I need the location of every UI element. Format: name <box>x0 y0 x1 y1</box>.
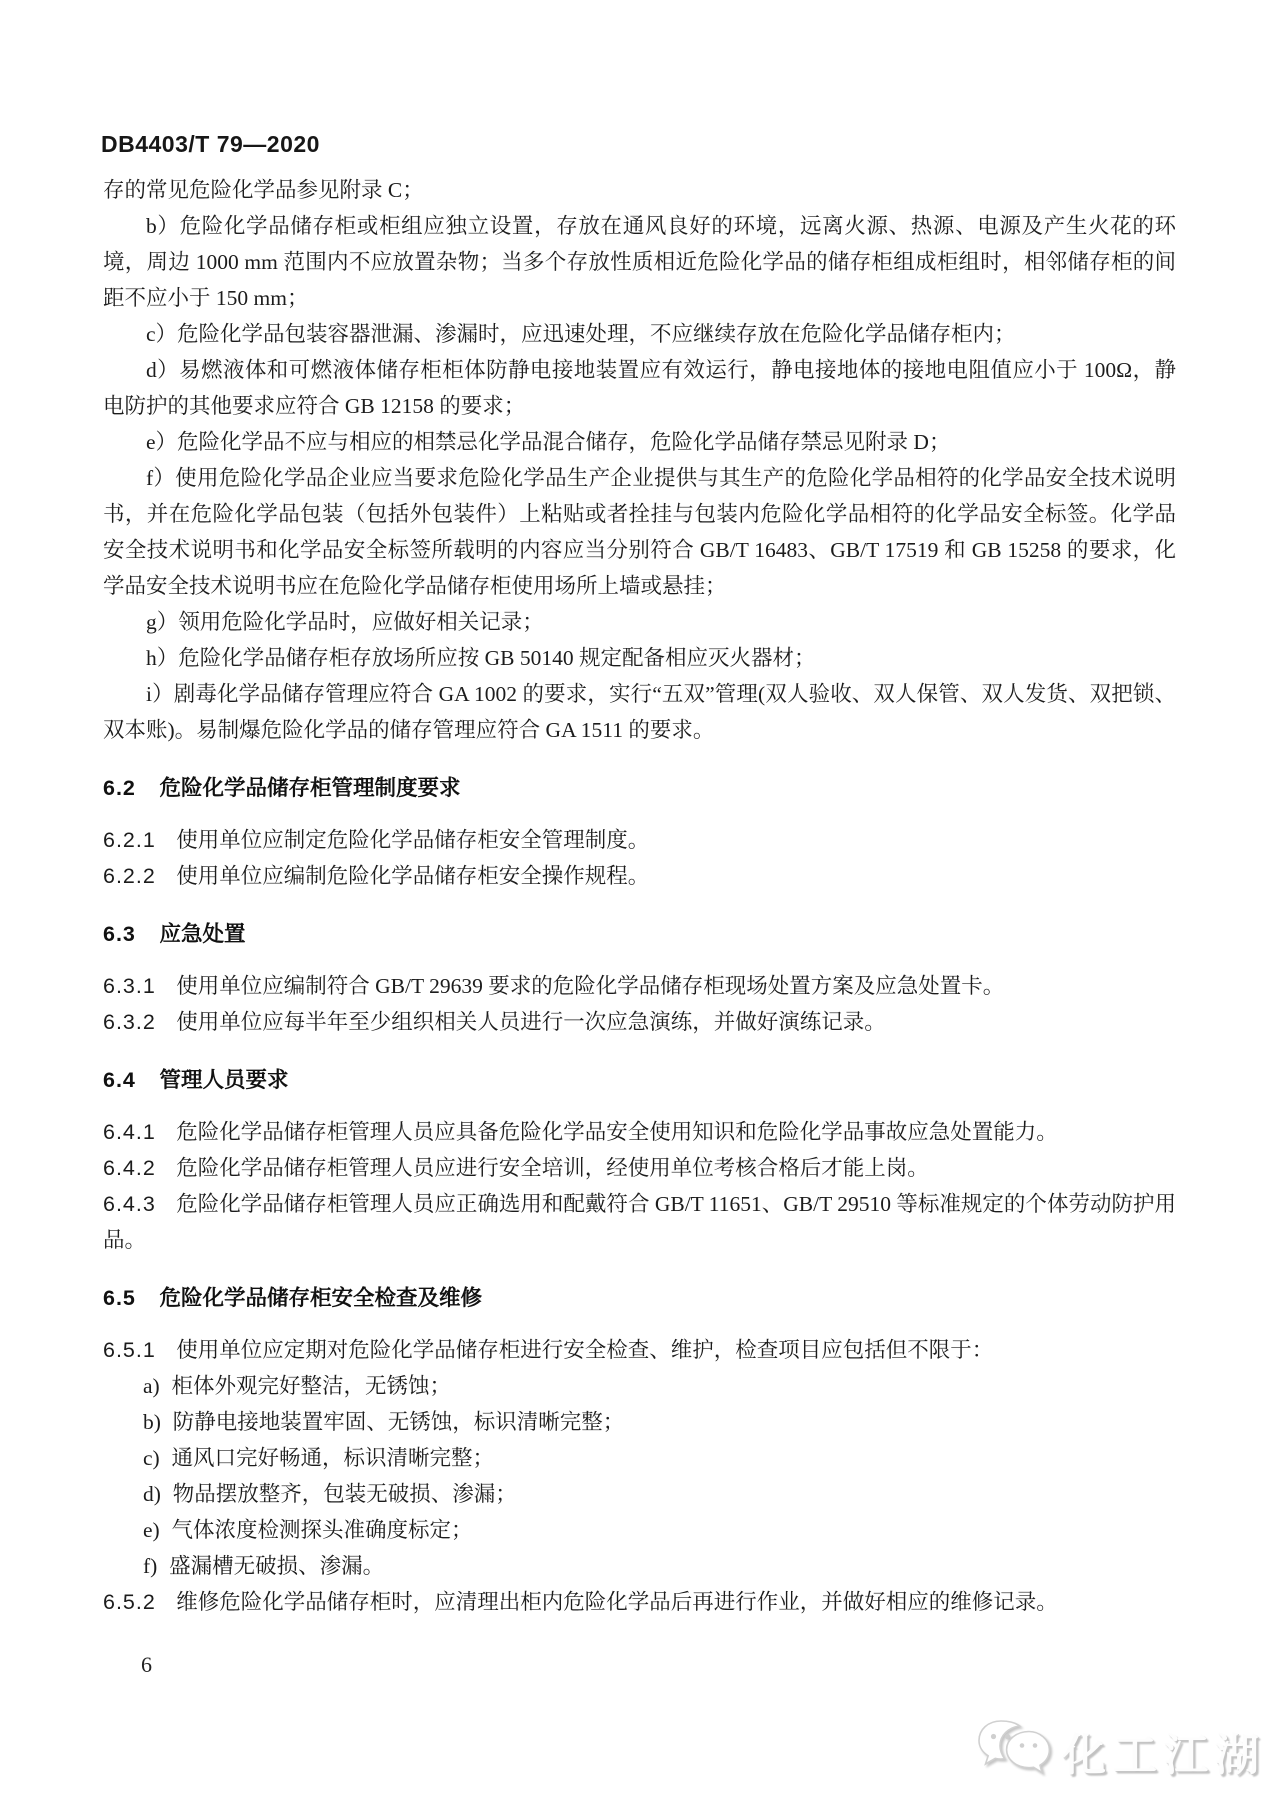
paragraph-text: e）危险化学品不应与相应的相禁忌化学品混合储存，危险化学品储存禁忌见附录 D； <box>146 430 951 454</box>
list-item <box>103 1368 1176 1404</box>
list-item <box>103 1548 1176 1584</box>
clause-text: 使用单位应编制危险化学品储存柜安全操作规程。 <box>176 864 650 888</box>
clause <box>103 822 1176 858</box>
section-number: 6.5 <box>103 1286 136 1310</box>
list-item-text: 柜体外观完好整洁，无锈蚀； <box>171 1374 452 1398</box>
list-item-letter: d) <box>143 1482 161 1506</box>
list-item-text: 物品摆放整齐，包装无破损、渗漏； <box>172 1482 517 1506</box>
paragraph <box>103 316 1176 352</box>
clause-number: 6.5.2 <box>103 1590 156 1614</box>
clause-text: 使用单位应定期对危险化学品储存柜进行安全检查、维护，检查项目应包括但不限于： <box>176 1338 994 1362</box>
list-item-text: 盛漏槽无破损、渗漏。 <box>169 1554 385 1578</box>
paragraph-text: h）危险化学品储存柜存放场所应按 GB 50140 规定配备相应灭火器材； <box>146 646 816 670</box>
list-item-text: 气体浓度检测探头准确度标定； <box>171 1518 473 1542</box>
paragraph-text: g）领用危险化学品时，应做好相关记录； <box>146 610 544 634</box>
clause-number: 6.5.1 <box>103 1338 156 1362</box>
clause-number: 6.3.1 <box>103 974 156 998</box>
clause-text: 使用单位应每半年至少组织相关人员进行一次应急演练，并做好演练记录。 <box>176 1010 886 1034</box>
list-item-text: 防静电接地装置牢固、无锈蚀，标识清晰完整； <box>172 1410 625 1434</box>
clause <box>103 1584 1176 1620</box>
clause <box>103 1150 1176 1186</box>
clause-number: 6.4.2 <box>103 1156 156 1180</box>
paragraph-text: i）剧毒化学品储存管理应符合 GA 1002 的要求，实行“五双”管理(双人验收、双人保管、双人发货、双把锁、双本账)。易制爆危险化学品的储存管理应符合 GA 1511 的要求。 <box>103 682 1176 742</box>
section-heading <box>103 916 1176 952</box>
clause <box>103 1332 1176 1368</box>
list-item-letter: a) <box>143 1374 160 1398</box>
section-heading <box>103 770 1176 806</box>
clause-text: 危险化学品储存柜管理人员应具备危险化学品安全使用知识和危险化学品事故应急处置能力。 <box>176 1120 1058 1144</box>
clause-number: 6.2.2 <box>103 864 156 888</box>
paragraph <box>103 640 1176 676</box>
watermark-text: 化工江湖 <box>1062 1731 1266 1780</box>
list-item <box>103 1476 1176 1512</box>
page-number: 6 <box>141 1652 152 1677</box>
clause <box>103 1186 1176 1258</box>
list-item <box>103 1512 1176 1548</box>
list-item-letter: c) <box>143 1446 160 1470</box>
section-number: 6.3 <box>103 922 136 946</box>
clause-number: 6.2.1 <box>103 828 156 852</box>
clause-number: 6.3.2 <box>103 1010 156 1034</box>
paragraph-text: c）危险化学品包装容器泄漏、渗漏时，应迅速处理，不应继续存放在危险化学品储存柜内； <box>146 322 1016 346</box>
paragraph <box>103 424 1176 460</box>
section-number: 6.4 <box>103 1068 136 1092</box>
clause-text: 危险化学品储存柜管理人员应进行安全培训，经使用单位考核合格后才能上岗。 <box>176 1156 929 1180</box>
clause-text: 维修危险化学品储存柜时，应清理出柜内危险化学品后再进行作业，并做好相应的维修记录。 <box>176 1590 1058 1614</box>
paragraph <box>103 208 1176 316</box>
paragraph-text: d）易燃液体和可燃液体储存柜柜体防静电接地装置应有效运行，静电接地体的接地电阻值应小于 100Ω，静电防护的其他要求应符合 GB 12158 的要求； <box>103 358 1176 418</box>
clause <box>103 1004 1176 1040</box>
paragraph <box>103 460 1176 604</box>
list-item <box>103 1440 1176 1476</box>
clause-text: 危险化学品储存柜管理人员应正确选用和配戴符合 GB/T 11651、GB/T 29510 等标准规定的个体劳动防护用品。 <box>103 1192 1176 1252</box>
list-item-letter: e) <box>143 1518 160 1542</box>
list-item-letter: f) <box>143 1554 158 1578</box>
clause <box>103 1114 1176 1150</box>
list-item <box>103 1404 1176 1440</box>
standard-number: DB4403/T 79—2020 <box>101 131 320 157</box>
section-title: 应急处置 <box>159 922 246 946</box>
clause-text: 使用单位应编制符合 GB/T 29639 要求的危险化学品储存柜现场处置方案及应急处置卡。 <box>176 974 1005 998</box>
list-item-letter: b) <box>143 1410 161 1434</box>
clause-number: 6.4.3 <box>103 1192 156 1216</box>
paragraph-text: b）危险化学品储存柜或柜组应独立设置，存放在通风良好的环境，远离火源、热源、电源及产生火花的环境，周边 1000 mm 范围内不应放置杂物；当多个存放性质相近危险化学品的储存柜组成柜组时，相邻储存柜的间距不应小于 150 mm； <box>103 214 1176 310</box>
watermark <box>974 1714 1266 1788</box>
section-number: 6.2 <box>103 776 136 800</box>
section-title: 危险化学品储存柜安全检查及维修 <box>159 1286 483 1310</box>
document-body <box>103 172 1176 1620</box>
clause-text: 使用单位应制定危险化学品储存柜安全管理制度。 <box>176 828 650 852</box>
section-title: 管理人员要求 <box>159 1068 289 1092</box>
paragraph <box>103 172 1176 208</box>
section-heading <box>103 1062 1176 1098</box>
section-title: 危险化学品储存柜管理制度要求 <box>159 776 461 800</box>
paragraph <box>103 352 1176 424</box>
clause <box>103 968 1176 1004</box>
paragraph-text: f）使用危险化学品企业应当要求危险化学品生产企业提供与其生产的危险化学品相符的化学品安全技术说明书，并在危险化学品包装（包括外包装件）上粘贴或者拴挂与包装内危险化学品相符的化学品安全标签。化学品安全技术说明书和化学品安全标签所载明的内容应当分别符合 GB/T 16483、GB/T 17519 和 GB 15258 的要求，化学品安全技术说明书应在危险化学品储存柜使用场所上墙或悬挂； <box>103 466 1176 598</box>
paragraph-text: 存的常见危险化学品参见附录 C； <box>103 178 424 202</box>
clause <box>103 858 1176 894</box>
wechat-bubbles-icon <box>974 1714 1054 1788</box>
paragraph <box>103 676 1176 748</box>
section-heading <box>103 1280 1176 1316</box>
clause-number: 6.4.1 <box>103 1120 156 1144</box>
list-item-text: 通风口完好畅通，标识清晰完整； <box>171 1446 495 1470</box>
paragraph <box>103 604 1176 640</box>
